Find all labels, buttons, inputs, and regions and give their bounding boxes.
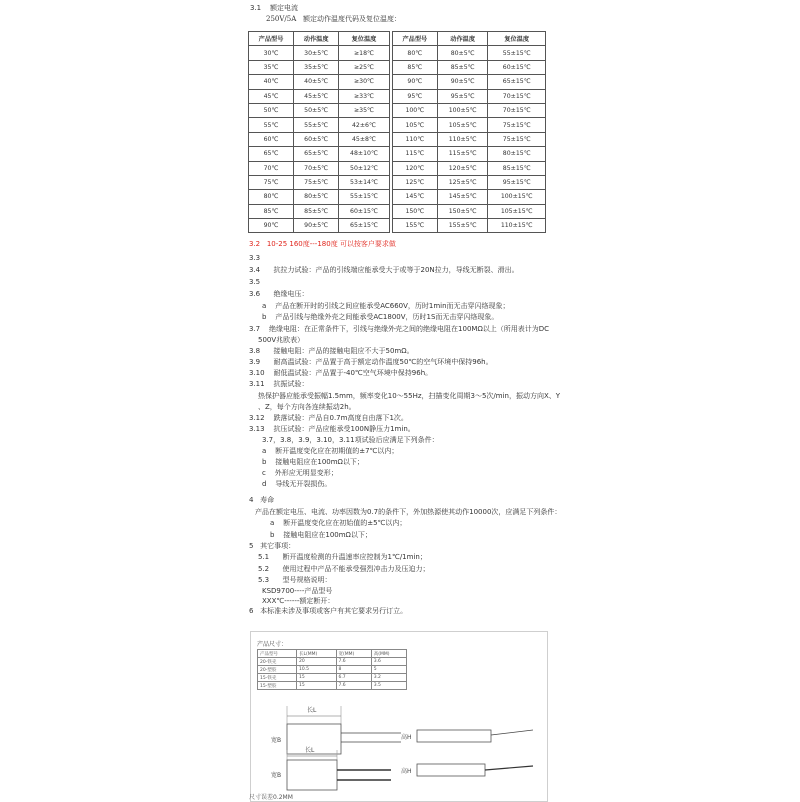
figure-caption: 产品尺寸： bbox=[257, 641, 288, 648]
table-cell: 80±5℃ bbox=[437, 46, 488, 60]
spec-table-row bbox=[249, 132, 546, 146]
model-line-2: XXX℃------额定断开： bbox=[262, 597, 335, 605]
table-cell: 125±5℃ bbox=[437, 175, 488, 189]
width-label-top: 宽B bbox=[271, 737, 282, 744]
table-cell: 90℃ bbox=[392, 75, 437, 89]
table-cell: 65±15℃ bbox=[488, 75, 546, 89]
section-3-13: 3.13 抗压试验：产品应能承受100N静压力1min。 bbox=[249, 425, 415, 433]
condition-b: b 接触电阻应在100mΩ以下； bbox=[262, 458, 364, 466]
table-cell: 70±5℃ bbox=[294, 161, 339, 175]
spec-table-row bbox=[249, 46, 546, 60]
table-cell: 动作温度 bbox=[437, 32, 488, 46]
spec-table-row bbox=[249, 175, 546, 189]
table-cell: 115℃ bbox=[392, 147, 437, 161]
spec-table-row bbox=[249, 103, 546, 117]
table-cell: 60±15℃ bbox=[339, 204, 390, 218]
spec-table-row bbox=[249, 190, 546, 204]
table-cell: 30℃ bbox=[249, 46, 294, 60]
table-cell: 75±5℃ bbox=[294, 175, 339, 189]
table-cell: 105±5℃ bbox=[437, 118, 488, 132]
dimension-cell: 8 bbox=[336, 666, 371, 674]
section-3-7: 3.7 绝缘电阻：在正常条件下，引线与绝缘外壳之间的绝缘电阻在100MΩ以上（所用表计为DC bbox=[249, 325, 550, 333]
table-cell: 65±5℃ bbox=[294, 147, 339, 161]
section-3-9: 3.9 耐高温试验：产品置于高于额定动作温度50℃的空气环境中保持96h。 bbox=[249, 358, 493, 366]
section-4-text: 产品在额定电压、电流、功率因数为0.7的条件下，外加热源使其动作10000次，应满足下列条件： bbox=[255, 508, 562, 516]
height-label-bottom: 高H bbox=[401, 768, 412, 775]
table-cell: 60℃ bbox=[249, 132, 294, 146]
table-cell: ≥35℃ bbox=[339, 103, 390, 117]
table-cell: 35℃ bbox=[249, 60, 294, 74]
length-label-bottom: 长L bbox=[305, 747, 315, 754]
table-cell: 60±5℃ bbox=[294, 132, 339, 146]
temperature-spec-table bbox=[248, 31, 546, 233]
table-cell: 53±14℃ bbox=[339, 175, 390, 189]
table-cell: 110±15℃ bbox=[488, 219, 546, 233]
table-cell: 85±5℃ bbox=[294, 204, 339, 218]
table-cell: 75±15℃ bbox=[488, 132, 546, 146]
table-cell: 80℃ bbox=[392, 46, 437, 60]
dimension-cell: 5 bbox=[371, 666, 406, 674]
table-cell: 110℃ bbox=[392, 132, 437, 146]
table-cell: 120±5℃ bbox=[437, 161, 488, 175]
table-cell: 145±5℃ bbox=[437, 190, 488, 204]
table-cell: 35±5℃ bbox=[294, 60, 339, 74]
section-3-6: 3.6 绝缘电压： bbox=[249, 290, 309, 298]
table-cell: 复位温度 bbox=[488, 32, 546, 46]
table-cell: 70℃ bbox=[249, 161, 294, 175]
table-cell: 90±5℃ bbox=[294, 219, 339, 233]
table-cell: 40℃ bbox=[249, 75, 294, 89]
dimension-cell: 产品型号 bbox=[258, 650, 297, 658]
life-condition-a: a 断开温度变化应在初始值的±5℃以内； bbox=[270, 519, 407, 527]
dimension-cell: 20 bbox=[297, 658, 337, 666]
table-cell: 80±5℃ bbox=[294, 190, 339, 204]
table-cell: 48±10℃ bbox=[339, 147, 390, 161]
condition-d: d 导线无开裂损伤。 bbox=[262, 480, 332, 488]
tolerance-note: 尺寸误差0.2MM bbox=[249, 794, 293, 801]
spec-table-row bbox=[249, 147, 546, 161]
table-cell: 85℃ bbox=[392, 60, 437, 74]
table-cell: 70±15℃ bbox=[488, 89, 546, 103]
table-cell: 85℃ bbox=[249, 204, 294, 218]
table-cell: 90℃ bbox=[249, 219, 294, 233]
table-cell: 产品型号 bbox=[249, 32, 294, 46]
table-cell: 80℃ bbox=[249, 190, 294, 204]
table-cell: 100℃ bbox=[392, 103, 437, 117]
section-5-1: 5.1 断开温度检测的升温速率应控制为1℃/1min； bbox=[258, 553, 427, 561]
spec-table-row bbox=[249, 89, 546, 103]
table-cell: 产品型号 bbox=[392, 32, 437, 46]
side-view-top bbox=[417, 730, 491, 742]
table-cell: 75±15℃ bbox=[488, 118, 546, 132]
spec-table-row bbox=[249, 161, 546, 175]
section-3-7-cont: 500V兆欧表） bbox=[258, 336, 305, 344]
table-cell: ≥33℃ bbox=[339, 89, 390, 103]
section-6: 6 本标准未涉及事项或客户有其它要求另行订立。 bbox=[249, 607, 408, 615]
section-3-8: 3.8 接触电阻：产品的接触电阻应不大于50mΩ。 bbox=[249, 347, 414, 355]
table-cell: 80±15℃ bbox=[488, 147, 546, 161]
table-cell: 150±5℃ bbox=[437, 204, 488, 218]
section-3-6-a: a 产品在断开时的引线之间应能承受AC660V，历时1min而无击穿闪络现象； bbox=[262, 302, 510, 310]
table-cell: 50±12℃ bbox=[339, 161, 390, 175]
dimension-cell: 长L(MM) bbox=[297, 650, 337, 658]
table-cell: 110±5℃ bbox=[437, 132, 488, 146]
table-cell: ≥18℃ bbox=[339, 46, 390, 60]
table-cell: 55±15℃ bbox=[339, 190, 390, 204]
body-rect-bottom bbox=[287, 760, 337, 790]
section-5-3: 5.3 型号规格说明： bbox=[258, 576, 332, 584]
section-5-heading: 5 其它事项： bbox=[249, 542, 296, 550]
section-3-2: 3.2 10-25 160度---180度 可以按客户要求做 bbox=[249, 240, 396, 248]
table-cell: 60±15℃ bbox=[488, 60, 546, 74]
section-3-5: 3.5 bbox=[249, 278, 261, 286]
spec-table-header bbox=[249, 32, 546, 46]
spec-table-row bbox=[249, 75, 546, 89]
table-cell: 95±5℃ bbox=[437, 89, 488, 103]
dimension-cell: 10.5 bbox=[297, 666, 337, 674]
table-cell: 85±15℃ bbox=[488, 161, 546, 175]
dimension-cell: 高(MM) bbox=[371, 650, 406, 658]
table-cell: 65±15℃ bbox=[339, 219, 390, 233]
dimension-cell: 15 bbox=[297, 674, 337, 682]
table-cell: 45℃ bbox=[249, 89, 294, 103]
model-line-1: KSD9700----产品型号 bbox=[262, 587, 333, 595]
dimension-figure bbox=[250, 631, 548, 802]
section-3-13-sub: 3.7，3.8，3.9，3.10，3.11项试验后应满足下列条件： bbox=[262, 436, 439, 444]
dimension-cell: 7.6 bbox=[336, 658, 371, 666]
table-cell: 复位温度 bbox=[339, 32, 390, 46]
side-wire-bottom bbox=[485, 766, 533, 770]
section-3-1: 3.1 额定电流 bbox=[250, 4, 299, 12]
table-cell: 30±5℃ bbox=[294, 46, 339, 60]
section-3-10: 3.10 耐低温试验：产品置于-40℃空气环境中保持96h。 bbox=[249, 369, 433, 377]
dimension-cell: 宽(MM) bbox=[336, 650, 371, 658]
dimension-cell: 15-铁壳 bbox=[258, 674, 297, 682]
section-5-2: 5.2 使用过程中产品不能承受强烈冲击力及压迫力； bbox=[258, 565, 430, 573]
side-view-bottom bbox=[417, 764, 485, 776]
spec-table-row bbox=[249, 60, 546, 74]
section-4-heading: 4 寿命 bbox=[249, 496, 275, 504]
table-cell: 150℃ bbox=[392, 204, 437, 218]
dimension-cell: 3.2 bbox=[371, 674, 406, 682]
width-label-bottom: 宽B bbox=[271, 772, 282, 779]
dimension-cell: 3.6 bbox=[371, 658, 406, 666]
section-3-11: 3.11 抗振试验： bbox=[249, 380, 309, 388]
table-cell: 55℃ bbox=[249, 118, 294, 132]
side-wire-top bbox=[491, 730, 533, 735]
table-cell: 145℃ bbox=[392, 190, 437, 204]
condition-c: c 外形应无明显变形； bbox=[262, 469, 338, 477]
section-3-4: 3.4 抗拉力试验：产品的引线端应能承受大于或等于20N拉力，导线无断裂、滑出。 bbox=[249, 266, 519, 274]
table-cell: 95±15℃ bbox=[488, 175, 546, 189]
table-cell: 90±5℃ bbox=[437, 75, 488, 89]
spec-table-row bbox=[249, 219, 546, 233]
table-cell: 85±5℃ bbox=[437, 60, 488, 74]
condition-a: a 断开温度变化应在初期值的±7℃以内； bbox=[262, 447, 399, 455]
table-cell: 55±15℃ bbox=[488, 46, 546, 60]
table-cell: 155℃ bbox=[392, 219, 437, 233]
life-condition-b: b 接触电阻应在100mΩ以下； bbox=[270, 531, 372, 539]
spec-table-row bbox=[249, 204, 546, 218]
dimension-cell: 15-塑胶 bbox=[258, 682, 297, 690]
height-label-top: 高H bbox=[401, 734, 412, 741]
table-cell: 45±8℃ bbox=[339, 132, 390, 146]
table-cell: 65℃ bbox=[249, 147, 294, 161]
table-cell: 125℃ bbox=[392, 175, 437, 189]
length-label-top: 长L bbox=[307, 707, 317, 714]
dimension-cell: 7.6 bbox=[336, 682, 371, 690]
table-cell: ≥25℃ bbox=[339, 60, 390, 74]
table-cell: 100±5℃ bbox=[437, 103, 488, 117]
table-cell: 105℃ bbox=[392, 118, 437, 132]
section-3-6-b: b 产品引线与绝缘外壳之间能承受AC1800V，历时1S而无击穿闪络现象。 bbox=[262, 313, 499, 321]
table-cell: 100±15℃ bbox=[488, 190, 546, 204]
table-cell: 50±5℃ bbox=[294, 103, 339, 117]
table-cell: 55±5℃ bbox=[294, 118, 339, 132]
table-cell: 120℃ bbox=[392, 161, 437, 175]
spec-table-row bbox=[249, 118, 546, 132]
dimension-cell: 15 bbox=[297, 682, 337, 690]
dimension-cell: 3.5 bbox=[371, 682, 406, 690]
table-cell: 45±5℃ bbox=[294, 89, 339, 103]
dimension-cell: 20-塑胶 bbox=[258, 666, 297, 674]
rating-line: 250V/5A 额定动作温度代码及复位温度： bbox=[266, 15, 401, 23]
dimension-cell: 20-铁壳 bbox=[258, 658, 297, 666]
table-cell: 动作温度 bbox=[294, 32, 339, 46]
section-3-3: 3.3 bbox=[249, 254, 261, 262]
dimension-cell: 6.7 bbox=[336, 674, 371, 682]
table-cell: 75℃ bbox=[249, 175, 294, 189]
table-cell: 50℃ bbox=[249, 103, 294, 117]
table-cell: 115±5℃ bbox=[437, 147, 488, 161]
table-cell: 70±15℃ bbox=[488, 103, 546, 117]
table-cell: ≥30℃ bbox=[339, 75, 390, 89]
section-3-12: 3.12 跌落试验：产品自0.7m高度自由落下1次。 bbox=[249, 414, 408, 422]
table-cell: 42±6℃ bbox=[339, 118, 390, 132]
table-cell: 105±15℃ bbox=[488, 204, 546, 218]
table-cell: 40±5℃ bbox=[294, 75, 339, 89]
table-cell: 155±5℃ bbox=[437, 219, 488, 233]
section-3-11-line2: 热保护器应能承受振幅1.5mm，频率变化10～55Hz，扫描变化周期3～5次/min，振动方向X、Y bbox=[258, 392, 561, 400]
table-cell: 95℃ bbox=[392, 89, 437, 103]
dimension-drawing bbox=[251, 632, 547, 801]
section-3-11-line3: 、Z，每个方向各连续振动2h。 bbox=[258, 403, 356, 411]
